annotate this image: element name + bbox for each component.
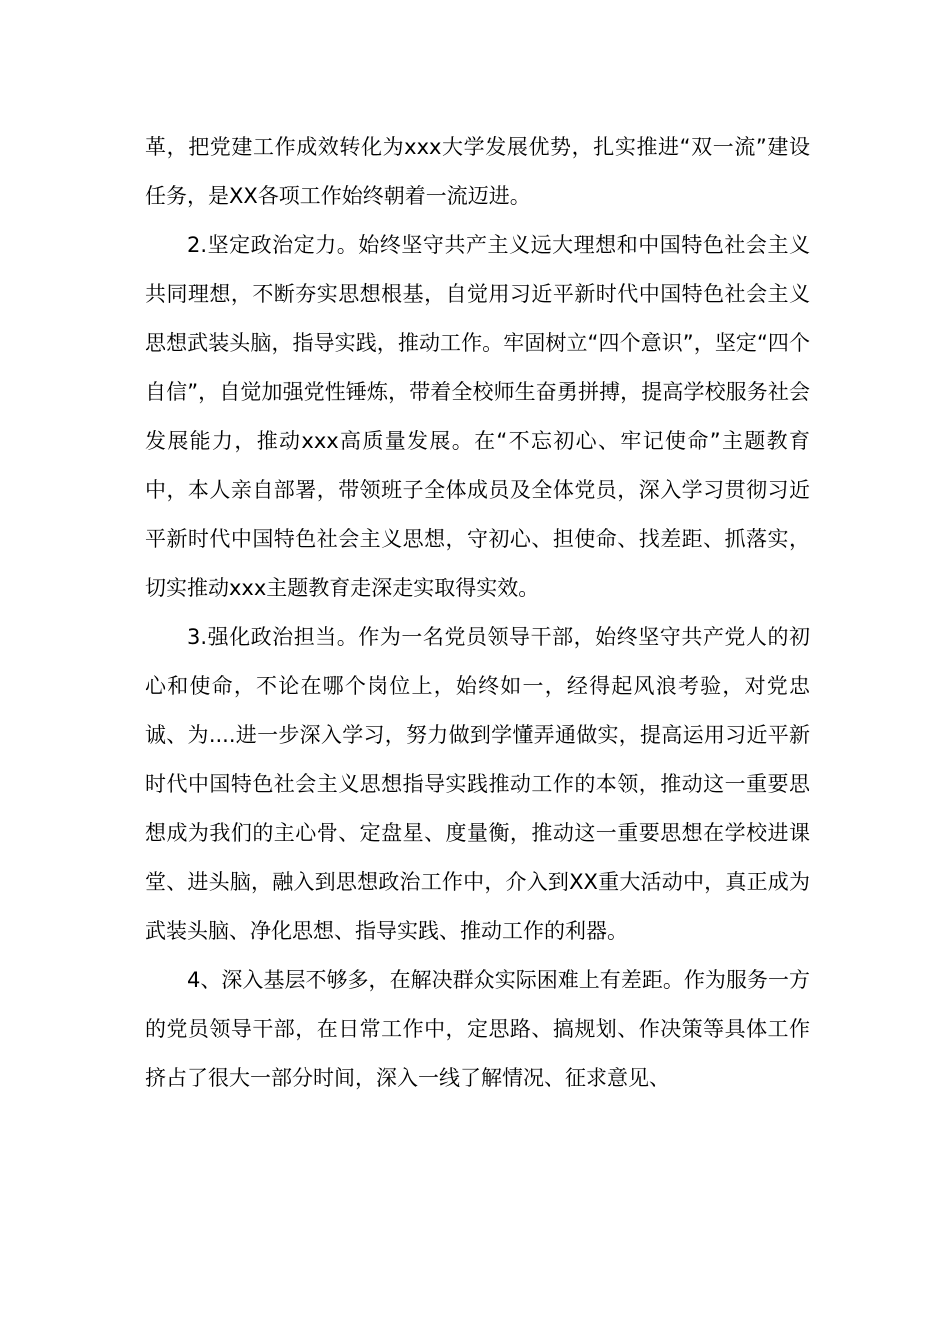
paragraph-2: 2.坚定政治定力。始终坚守共产主义远大理想和中国特色社会主义共同理想，不断夯实思想根基，自觉用习近平新时代中国特色社会主义思想武装头脑，指导实践，推动工作。牢固树立“四个意识”，坚定“四个自信”，自觉加强党性锤炼，带着全校师生奋勇拼搏，提高学校服务社会发展能力，推动xxx高质量发展。在“不忘初心、牢记使命”主题教育中，本人亲自部署，带领班子全体成员及全体党员，深入学习贯彻习近平新时代中国特色社会主义思想，守初心、担使命、找差距、抓落实，切实推动xxx主题教育走深走实取得实效。 <box>145 233 810 600</box>
paragraph-4: 4、深入基层不够多，在解决群众实际困难上有差距。作为服务一方的党员领导干部，在日常工作中，定思路、搞规划、作决策等具体工作挤占了很大一部分时间，深入一线了解情况、征求意见、 <box>145 968 810 1090</box>
paragraph-3: 3.强化政治担当。作为一名党员领导干部，始终坚守共产党人的初心和使命，不论在哪个岗位上，始终如一，经得起风浪考验，对党忠诚、为....进一步深入学习，努力做到学懂弄通做实，提高运用习近平新时代中国特色社会主义思想指导实践推动工作的本领，推动这一重要思想成为我们的主心骨、定盘星、度量衡，推动这一重要思想在学校进课堂、进头脑，融入到思想政治工作中，介入到XX重大活动中，真正成为武装头脑、净化思想、指导实践、推动工作的利器。 <box>145 625 810 943</box>
paragraph-1: 革，把党建工作成效转化为xxx大学发展优势，扎实推进“双一流”建设任务，是XX各项工作始终朝着一流迈进。 <box>145 135 810 208</box>
body-text <box>145 123 810 1103</box>
